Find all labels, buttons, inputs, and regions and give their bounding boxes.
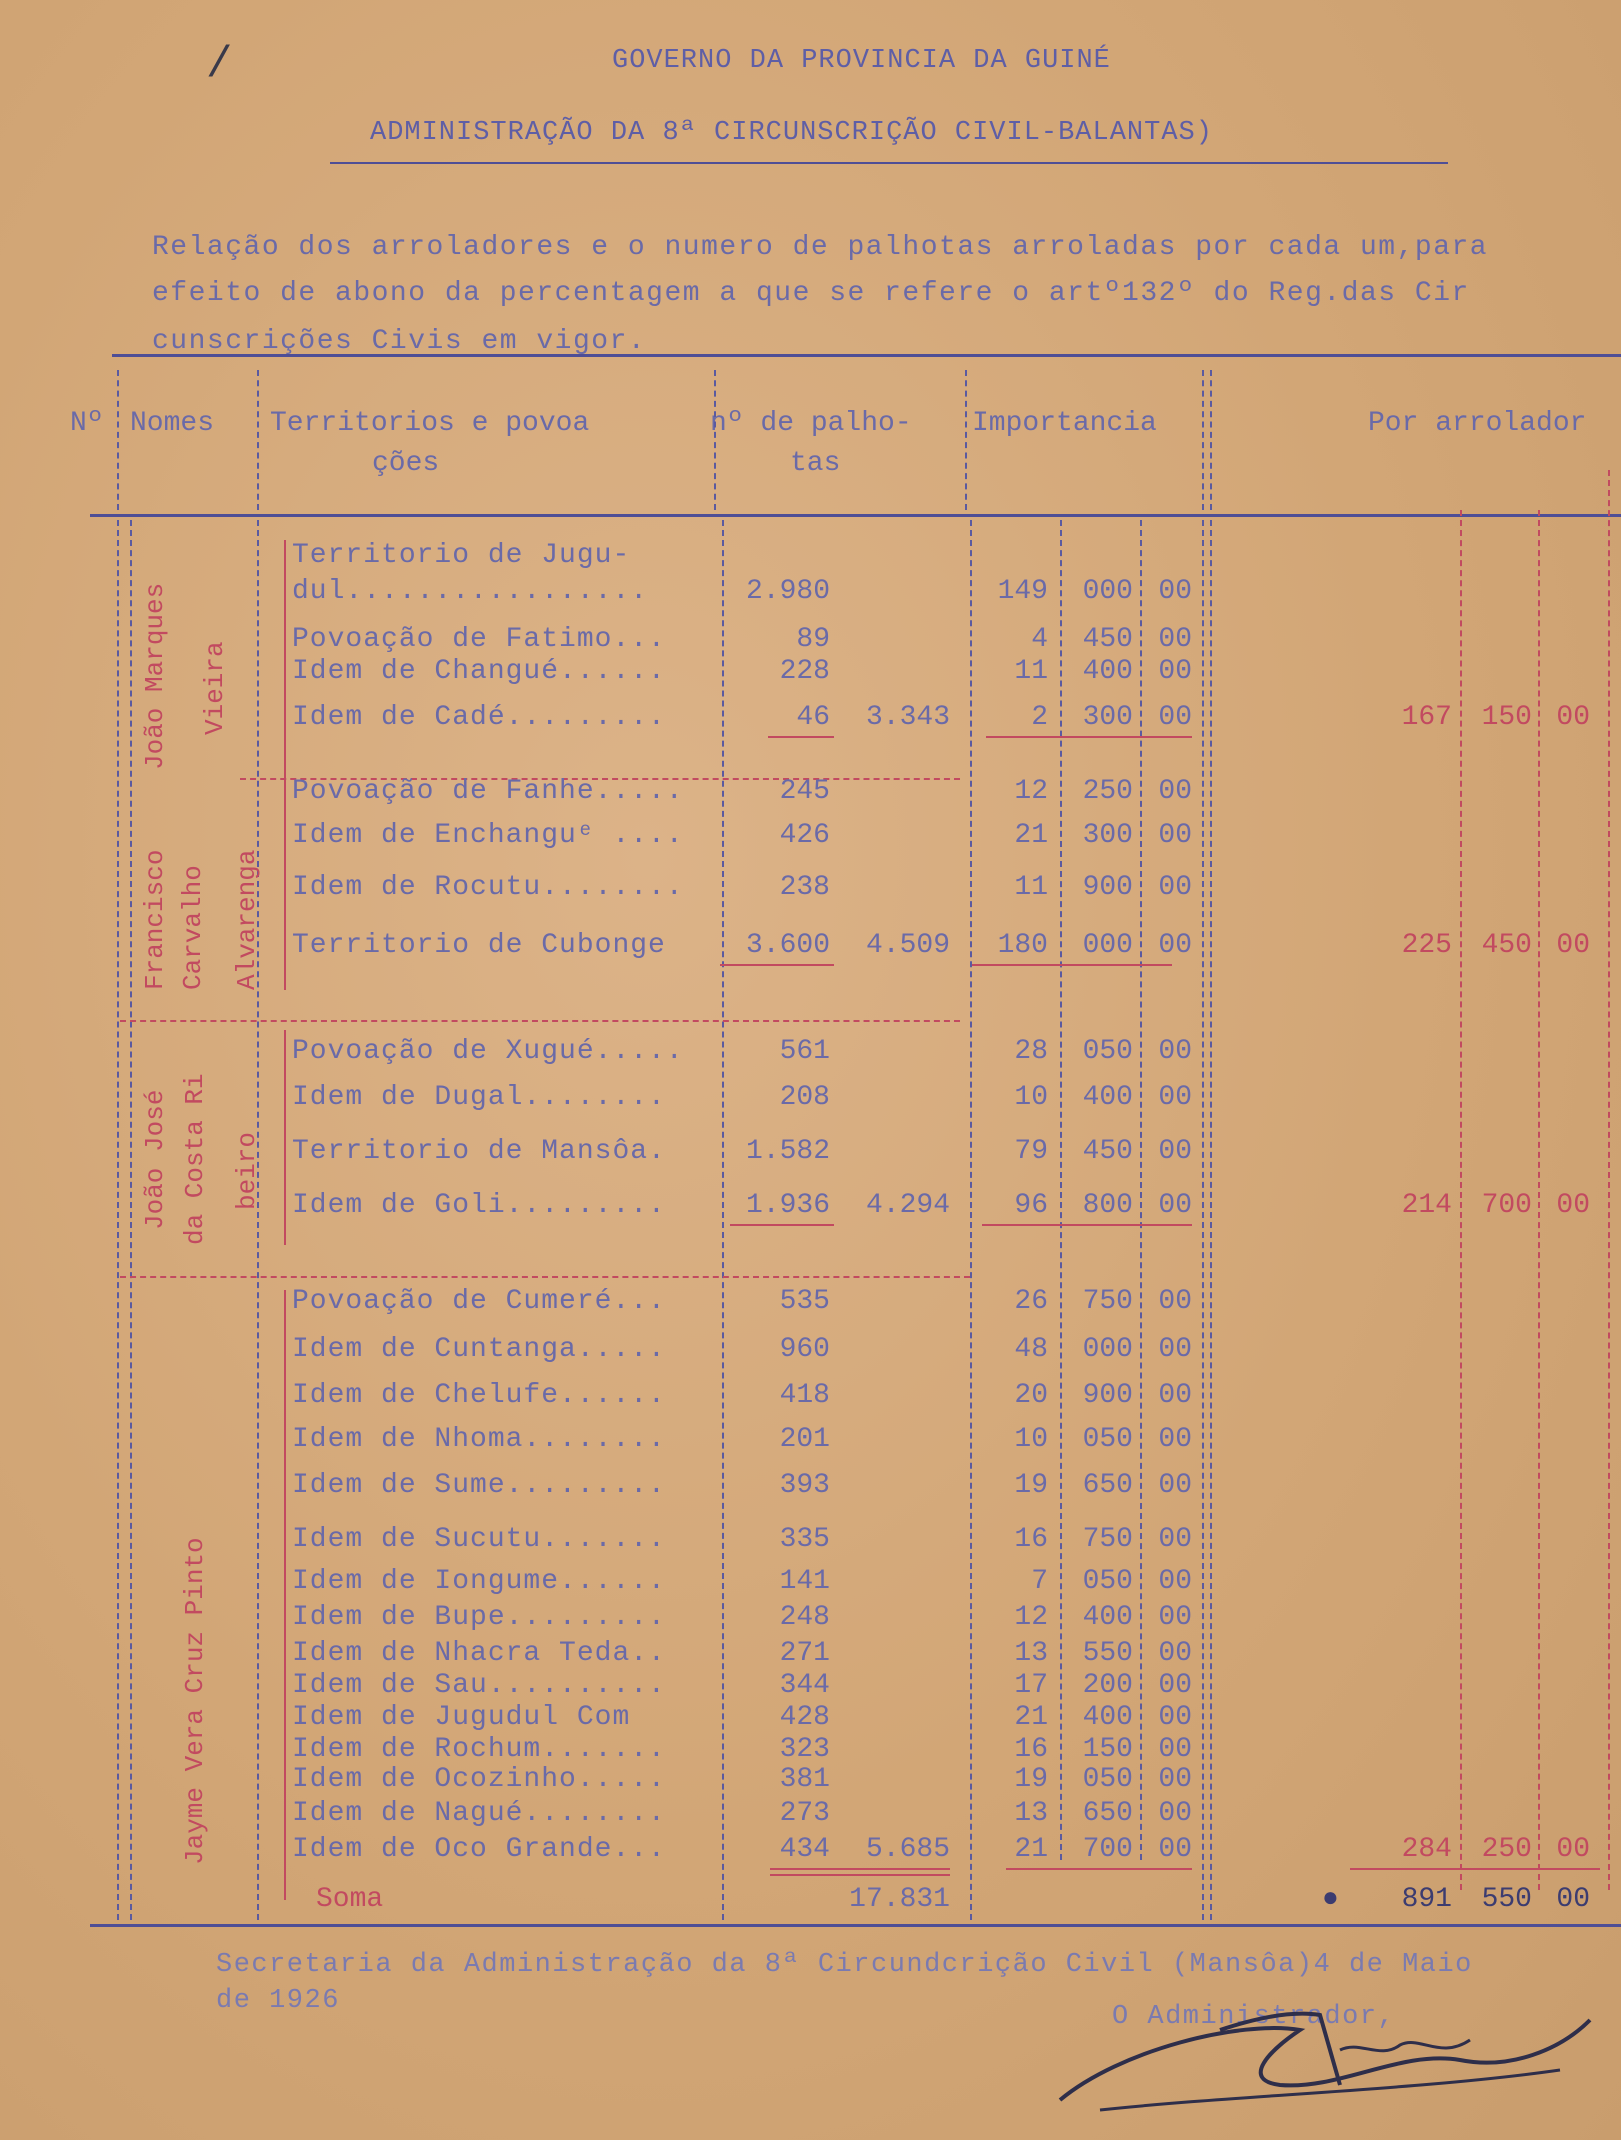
column-header-por-arrolador: Por arrolador (1368, 408, 1587, 439)
centavos-value: 050 (1082, 1764, 1133, 1795)
ink-mark: / (206, 40, 233, 90)
palhotas-value: 141 (779, 1566, 830, 1597)
escudos-value: 11 (1014, 872, 1048, 903)
footer-line-1: Secretaria da Administração da 8ª Circundcrição Civil (Mansôa)4 de Maio (216, 1950, 1473, 1980)
palhotas-value: 46 (796, 702, 830, 733)
subtotal-palhotas: 3.343 (865, 702, 950, 733)
subtotal-underline (730, 1224, 834, 1226)
soma-label: Soma (316, 1884, 384, 1915)
subtotal-palhotas: 4.509 (865, 930, 950, 961)
fraction-value: 00 (1158, 1036, 1192, 1067)
subtotal-underline (972, 964, 1172, 966)
arrolador-name: João José (140, 1089, 170, 1230)
centavos-value: 400 (1082, 656, 1133, 687)
subtotal-centavos: 700 (1481, 1190, 1532, 1221)
col-sep (257, 520, 259, 1920)
subtotal-palhotas: 5.685 (865, 1834, 950, 1865)
fraction-value: 00 (1158, 1190, 1192, 1221)
escudos-value: 79 (1014, 1136, 1048, 1167)
place-name: Territorio de Mansôa. (292, 1136, 666, 1167)
palhotas-value: 426 (779, 820, 830, 851)
place-name: Idem de Nhoma........ (292, 1424, 666, 1455)
col-sep (722, 520, 724, 1920)
escudos-value: 180 (997, 930, 1048, 961)
total-underline (1350, 1868, 1600, 1870)
group-bracket (284, 1290, 286, 1900)
place-name: Idem de Rocutu........ (292, 872, 684, 903)
centavos-value: 900 (1082, 1380, 1133, 1411)
place-name: Territorio de Cubonge (292, 930, 666, 961)
escudos-value: 28 (1014, 1036, 1048, 1067)
bullet-mark: ● (1322, 1884, 1339, 1915)
palhotas-value: 960 (779, 1334, 830, 1365)
palhotas-value: 245 (779, 776, 830, 807)
arrolador-name: João Marques (140, 582, 170, 770)
palhotas-value: 535 (779, 1286, 830, 1317)
palhotas-value: 273 (779, 1798, 830, 1829)
fraction-value: 00 (1158, 930, 1192, 961)
column-header-importancia: Importancia (972, 408, 1157, 439)
fraction-value: 00 (1158, 776, 1192, 807)
escudos-value: 21 (1014, 820, 1048, 851)
subtotal-underline (986, 736, 1192, 738)
palhotas-value: 208 (779, 1082, 830, 1113)
col-sep (965, 370, 967, 510)
centavos-value: 700 (1082, 1834, 1133, 1865)
place-name: Povoação de Fanhe..... (292, 776, 684, 807)
fraction-value: 00 (1158, 1136, 1192, 1167)
subtotal-escudos: 214 (1401, 1190, 1452, 1221)
centavos-value: 250 (1082, 776, 1133, 807)
column-header-territorios-2: ções (372, 448, 440, 479)
group-divider (120, 1020, 960, 1022)
escudos-value: 16 (1014, 1524, 1048, 1555)
centavos-value: 750 (1082, 1524, 1133, 1555)
col-sep (130, 520, 132, 1920)
arrolador-name-3: beiro (232, 1131, 262, 1210)
palhotas-value: 1.582 (745, 1136, 830, 1167)
place-name: Idem de Cuntanga..... (292, 1334, 666, 1365)
place-name: Idem de Sume......... (292, 1470, 666, 1501)
subtotal-escudos: 167 (1401, 702, 1452, 733)
centavos-value: 200 (1082, 1670, 1133, 1701)
place-name-cont: dul................. (292, 576, 649, 607)
column-header-palhotas: nº de palho- (710, 408, 912, 439)
palhotas-value: 89 (796, 624, 830, 655)
subtotal-centavos: 250 (1481, 1834, 1532, 1865)
subtotal-underline (720, 964, 834, 966)
palhotas-value: 561 (779, 1036, 830, 1067)
arrolador-name-2: Vieira (200, 641, 230, 735)
palhotas-value: 271 (779, 1638, 830, 1669)
table-top-rule (112, 354, 1621, 357)
column-header-nomes: Nomes (130, 408, 215, 439)
signer-title: O Administrador, (1112, 2002, 1396, 2032)
centavos-value: 300 (1082, 702, 1133, 733)
col-sep (714, 370, 716, 510)
escudos-value: 12 (1014, 776, 1048, 807)
place-name: Idem de Dugal........ (292, 1082, 666, 1113)
palhotas-value: 381 (779, 1764, 830, 1795)
centavos-value: 400 (1082, 1602, 1133, 1633)
fraction-value: 00 (1158, 656, 1192, 687)
fraction-value: 00 (1158, 1524, 1192, 1555)
fraction-value: 00 (1158, 1424, 1192, 1455)
escudos-value: 2 (1031, 702, 1048, 733)
col-sep (1210, 520, 1212, 1920)
soma-fraction: 00 (1556, 1884, 1590, 1915)
soma-centavos: 550 (1481, 1884, 1532, 1915)
palhotas-value: 418 (779, 1380, 830, 1411)
centavos-value: 000 (1082, 576, 1133, 607)
escudos-value: 4 (1031, 624, 1048, 655)
place-name: Idem de Jugudul Com (292, 1702, 631, 1733)
palhotas-value: 201 (779, 1424, 830, 1455)
fraction-value: 00 (1158, 1082, 1192, 1113)
total-underline (770, 1868, 950, 1870)
escudos-value: 13 (1014, 1798, 1048, 1829)
centavos-value: 050 (1082, 1566, 1133, 1597)
place-name: Idem de Rochum....... (292, 1734, 666, 1765)
fraction-value: 00 (1158, 1834, 1192, 1865)
escudos-value: 17 (1014, 1670, 1048, 1701)
col-sep (1202, 520, 1204, 1920)
fraction-value: 00 (1158, 1602, 1192, 1633)
centavos-value: 050 (1082, 1036, 1133, 1067)
arrolador-name-3: Alvarenga (232, 849, 262, 990)
subtotal-palhotas: 4.294 (865, 1190, 950, 1221)
subtotal-fraction: 00 (1556, 702, 1590, 733)
escudos-value: 21 (1014, 1702, 1048, 1733)
col-sep-red (1460, 510, 1462, 1890)
subtotal-centavos: 150 (1481, 702, 1532, 733)
escudos-value: 48 (1014, 1334, 1048, 1365)
intro-line-1: Relação dos arroladores e o numero de palhotas arroladas por cada um,para (152, 232, 1489, 263)
subtotal-fraction: 00 (1556, 1834, 1590, 1865)
footer-line-2: de 1926 (216, 1986, 340, 2016)
subtotal-underline (768, 736, 834, 738)
fraction-value: 00 (1158, 1764, 1192, 1795)
arrolador-name-2: da Costa Ri (180, 1073, 210, 1245)
table-header-rule (90, 514, 1621, 517)
place-name: Povoação de Fatimo... (292, 624, 666, 655)
administration-header: ADMINISTRAÇÃO DA 8ª CIRCUNSCRIÇÃO CIVIL-BALANTAS) (370, 118, 1213, 148)
place-name: Idem de Nagué........ (292, 1798, 666, 1829)
group-divider (120, 1276, 970, 1278)
fraction-value: 00 (1158, 1638, 1192, 1669)
centavos-value: 150 (1082, 1734, 1133, 1765)
centavos-value: 400 (1082, 1702, 1133, 1733)
subtotal-centavos: 450 (1481, 930, 1532, 961)
group-bracket (284, 540, 286, 990)
palhotas-value: 228 (779, 656, 830, 687)
subtotal-escudos: 225 (1401, 930, 1452, 961)
total-underline (1006, 1868, 1192, 1870)
centavos-value: 000 (1082, 930, 1133, 961)
palhotas-value: 344 (779, 1670, 830, 1701)
place-name: Povoação de Cumeré... (292, 1286, 666, 1317)
soma-escudos: 891 (1401, 1884, 1452, 1915)
palhotas-value: 238 (779, 872, 830, 903)
place-name: Idem de Changué...... (292, 656, 666, 687)
escudos-value: 19 (1014, 1764, 1048, 1795)
place-name: Territorio de Jugu- (292, 540, 631, 571)
fraction-value: 00 (1158, 624, 1192, 655)
place-name: Idem de Chelufe...... (292, 1380, 666, 1411)
escudos-value: 13 (1014, 1638, 1048, 1669)
fraction-value: 00 (1158, 820, 1192, 851)
subtotal-escudos: 284 (1401, 1834, 1452, 1865)
palhotas-value: 434 (779, 1834, 830, 1865)
escudos-value: 7 (1031, 1566, 1048, 1597)
government-header: GOVERNO DA PROVINCIA DA GUINÉ (612, 46, 1111, 76)
col-sep (257, 370, 259, 510)
centavos-value: 750 (1082, 1286, 1133, 1317)
centavos-value: 550 (1082, 1638, 1133, 1669)
place-name: Idem de Enchanguᵉ .... (292, 820, 684, 851)
handwritten-signature (1040, 1990, 1600, 2120)
col-sep (1202, 370, 1204, 510)
escudos-value: 20 (1014, 1380, 1048, 1411)
palhotas-value: 393 (779, 1470, 830, 1501)
palhotas-value: 335 (779, 1524, 830, 1555)
col-sep-red (1608, 470, 1610, 1890)
column-header-territorios: Territorios e povoa (270, 408, 590, 439)
palhotas-value: 248 (779, 1602, 830, 1633)
place-name: Idem de Sau.......... (292, 1670, 666, 1701)
fraction-value: 00 (1158, 576, 1192, 607)
place-name: Idem de Nhacra Teda.. (292, 1638, 666, 1669)
escudos-value: 11 (1014, 656, 1048, 687)
escudos-value: 26 (1014, 1286, 1048, 1317)
place-name: Idem de Bupe......... (292, 1602, 666, 1633)
fraction-value: 00 (1158, 1566, 1192, 1597)
palhotas-value: 3.600 (745, 930, 830, 961)
fraction-value: 00 (1158, 1702, 1192, 1733)
escudos-value: 10 (1014, 1082, 1048, 1113)
centavos-value: 300 (1082, 820, 1133, 851)
column-header-palhotas-2: tas (790, 448, 841, 479)
palhotas-value: 1.936 (745, 1190, 830, 1221)
escudos-value: 19 (1014, 1470, 1048, 1501)
fraction-value: 00 (1158, 872, 1192, 903)
palhotas-value: 428 (779, 1702, 830, 1733)
centavos-value: 450 (1082, 624, 1133, 655)
escudos-value: 21 (1014, 1834, 1048, 1865)
col-sep (117, 370, 119, 510)
escudos-value: 10 (1014, 1424, 1048, 1455)
header-underline (330, 162, 1448, 164)
col-sep-red (1538, 510, 1540, 1890)
palhotas-value: 323 (779, 1734, 830, 1765)
centavos-value: 800 (1082, 1190, 1133, 1221)
centavos-value: 400 (1082, 1082, 1133, 1113)
centavos-value: 650 (1082, 1470, 1133, 1501)
escudos-value: 12 (1014, 1602, 1048, 1633)
arrolador-name: Francisco (140, 849, 170, 990)
place-name: Idem de Oco Grande... (292, 1834, 666, 1865)
fraction-value: 00 (1158, 1734, 1192, 1765)
arrolador-name: Jayme Vera Cruz Pinto (180, 1537, 210, 1865)
centavos-value: 450 (1082, 1136, 1133, 1167)
place-name: Idem de Goli......... (292, 1190, 666, 1221)
fraction-value: 00 (1158, 1470, 1192, 1501)
intro-line-3: cunscrições Civis em vigor. (152, 326, 647, 357)
fraction-value: 00 (1158, 1670, 1192, 1701)
place-name: Idem de Iongume...... (292, 1566, 666, 1597)
centavos-value: 000 (1082, 1334, 1133, 1365)
centavos-value: 900 (1082, 872, 1133, 903)
centavos-value: 650 (1082, 1798, 1133, 1829)
fraction-value: 00 (1158, 1380, 1192, 1411)
fraction-value: 00 (1158, 1798, 1192, 1829)
column-header-no: Nº (70, 408, 104, 439)
intro-line-2: efeito de abono da percentagem a que se refere o artº132º do Reg.das Cir (152, 278, 1470, 309)
arrolador-name-2: Carvalho (178, 865, 208, 990)
place-name: Idem de Cadé......... (292, 702, 666, 733)
fraction-value: 00 (1158, 1334, 1192, 1365)
col-sep (970, 520, 972, 1920)
centavos-value: 050 (1082, 1424, 1133, 1455)
place-name: Idem de Sucutu....... (292, 1524, 666, 1555)
escudos-value: 149 (997, 576, 1048, 607)
palhotas-value: 2.980 (745, 576, 830, 607)
table-bottom-rule (90, 1924, 1621, 1927)
escudos-value: 16 (1014, 1734, 1048, 1765)
col-sep (1210, 370, 1212, 510)
place-name: Idem de Ocozinho..... (292, 1764, 666, 1795)
soma-palhotas: 17.831 (849, 1884, 950, 1915)
group-bracket (284, 1030, 286, 1245)
escudos-value: 96 (1014, 1190, 1048, 1221)
subtotal-fraction: 00 (1556, 1190, 1590, 1221)
subtotal-underline (982, 1224, 1192, 1226)
fraction-value: 00 (1158, 1286, 1192, 1317)
subtotal-fraction: 00 (1556, 930, 1590, 961)
place-name: Povoação de Xugué..... (292, 1036, 684, 1067)
col-sep (117, 520, 119, 1920)
total-underline (770, 1874, 950, 1876)
fraction-value: 00 (1158, 702, 1192, 733)
